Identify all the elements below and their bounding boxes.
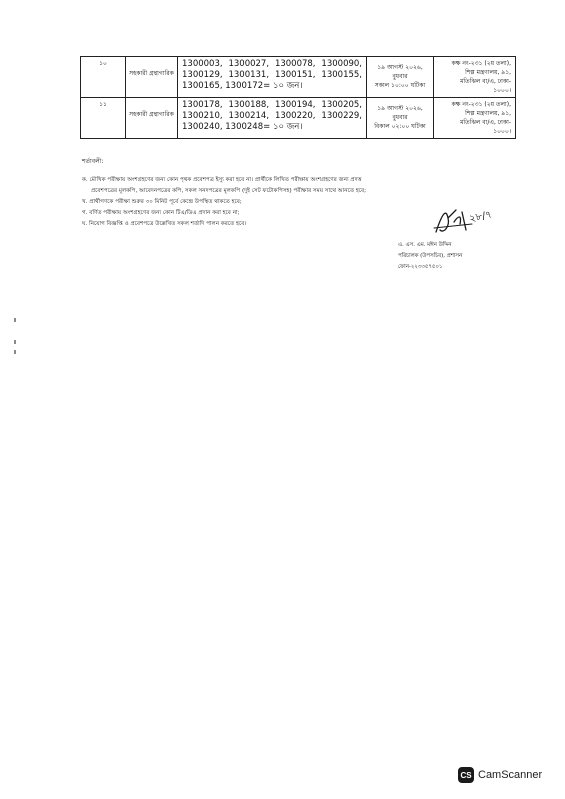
exam-day: বুধবার xyxy=(392,73,408,80)
signatory-block xyxy=(398,240,508,273)
venue-cell xyxy=(434,57,516,98)
conditions-heading: শর্তাবলী: xyxy=(82,158,104,165)
interview-schedule-table xyxy=(80,56,516,139)
exam-date: ১৯ আগস্ট ২০২৬, xyxy=(377,64,423,71)
signatory-designation: পরিচালক (উপসচিব), প্রশাসন xyxy=(398,253,463,259)
venue-area: মতিঝিল বা/এ, ঢাকা- xyxy=(460,119,511,126)
date-time-cell xyxy=(367,57,434,98)
venue-room: কক্ষ নং-২৩১ (২য় তলা), xyxy=(451,60,511,67)
condition-item: খ. প্রার্থীগণকে পরীক্ষা শুরুর ৩০ মিনিট পূর্বে কেন্দ্রে উপস্থিত থাকতে হবে; xyxy=(82,199,242,205)
venue-cell xyxy=(434,98,516,139)
condition-item: ঘ. নিয়োগ বিজ্ঞপ্তি ও প্রবেশপত্রে উল্লেখিত সকল শর্তাদি পালন করতে হবে। xyxy=(82,221,247,227)
venue-building: শিল্প মন্ত্রণালয়, ৯১, xyxy=(465,69,511,76)
table-row xyxy=(81,98,516,139)
condition-item: গ. বর্ণিত পরীক্ষায় অংশগ্রহণের জন্য কোন টিএ/ডিএ প্রদান করা হবে না; xyxy=(82,210,240,216)
venue-room: কক্ষ নং-২৩১ (২য় তলা), xyxy=(451,101,511,108)
condition-item: ক. মৌখিক পরীক্ষায় অংশগ্রহণের জন্য কোন পৃথক প্রবেশপত্র ইস্যু করা হবে না। প্রার্থীকে লিখিত পরীক্ষায় অংশগ্রহণের জন্য প্রদত্ত xyxy=(82,177,362,183)
scan-edge-mark xyxy=(14,350,16,354)
signatory-phone: ফোন-২২৩৩৫৭৫০১ xyxy=(398,264,443,270)
scan-edge-mark xyxy=(14,340,16,344)
camscanner-watermark xyxy=(458,767,542,783)
serial-number: ১০ xyxy=(81,57,126,98)
table-row xyxy=(81,57,516,98)
exam-date: ১৯ আগস্ট ২০২৬, xyxy=(377,105,423,112)
serial-number: ১১ xyxy=(81,98,126,139)
venue-post: ১০০০। xyxy=(493,128,511,135)
camscanner-logo-icon: CS xyxy=(458,767,474,783)
condition-item-continued: প্রবেশপত্রের মূলকপি, আবেদনপত্রের কপি, সকল সনদপত্রের মূলকপি (দুই সেট ফটোকপিসহ) পরীক্ষার সময় সাথে আনতে হবে; xyxy=(91,188,367,194)
exam-time: সকাল ১০:০০ ঘটিকা xyxy=(374,82,426,89)
signatory-name: এ. এস. এম. মঈন উদ্দিন xyxy=(398,242,452,248)
venue-post: ১০০০। xyxy=(493,87,511,94)
venue-area: মতিঝিল বা/এ, ঢাকা- xyxy=(460,78,511,85)
post-name: সহকারী গ্রন্থাগারিক xyxy=(126,57,178,98)
exam-time: বিকাল ০২:০০ ঘটিকা xyxy=(374,123,426,130)
exam-day: বুধবার xyxy=(392,114,408,121)
date-time-cell xyxy=(367,98,434,139)
scan-edge-mark xyxy=(14,318,16,322)
venue-building: শিল্প মন্ত্রণালয়, ৯১, xyxy=(465,110,511,117)
roll-numbers: 1300003, 1300027, 1300078, 1300090, 1300129, 1300131, 1300151, 1300155, 1300165, 1300172= ১০ জন। xyxy=(178,57,367,98)
post-name: সহকারী গ্রন্থাগারিক xyxy=(126,98,178,139)
handwritten-signature xyxy=(432,204,502,238)
camscanner-brand-text: CamScanner xyxy=(478,769,543,781)
signature-date: ২৮/৭ xyxy=(468,209,493,225)
roll-numbers: 1300178, 1300188, 1300194, 1300205, 1300210, 1300214, 1300220, 1300229, 1300240, 1300248= ১০ জন। xyxy=(178,98,367,139)
